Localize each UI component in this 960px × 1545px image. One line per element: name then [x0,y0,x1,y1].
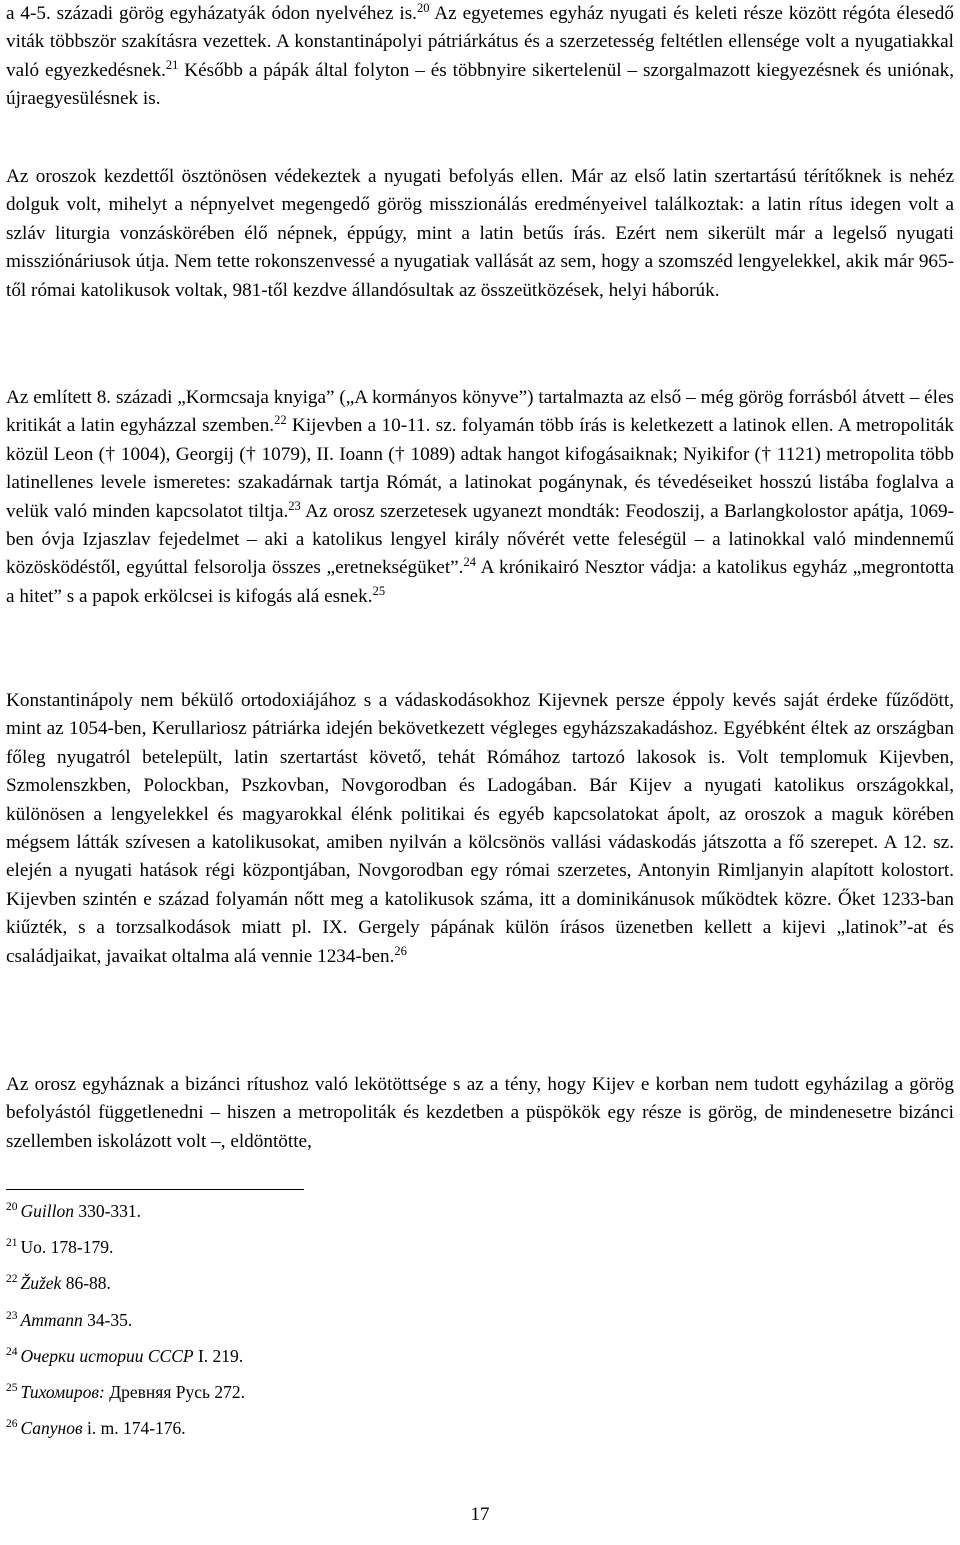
paragraph-text: Konstantinápoly nem békülő ortodoxiájához s a vádaskodásokhoz Kijevnek persze éppoly kevés saját érdeke fűződött, mint az 1054-ben, Kerullariosz pátriárka idején bekövetkezett végleges egyházszakadáshoz. Egyébként éltek az országban főleg nyugatról betelepült, latin szertartást követő, tehát Rómához tartozó lakosok is. Volt templomuk Kijevben, Szmolenszkben, Polockban, Pszkovban, Novgorodban és Ladogában. Bár Kijev a nyugati katolikus országokkal, különösen a lengyelekkel és magyarokkal élénk politikai és egyéb kapcsolatokat ápolt, az oroszok a maguk körében mégsem látták szívesen a katolikusokat, amiben nyilván a kölcsönös vallási vádaskodás játszotta a fő szerepet. A 12. sz. elején a nyugati hatások régi központjában, Novgorodban egy római szerzetes, Antonyin Rimljanyin alapított kolostort. Kijevben szintén e század folyamán nőtt meg a katolikusok száma, itt a dominikánusok működtek közre. Őket 1233-ban kiűzték, s a torzsalkodások miatt pl. IX. Gergely pápának külön írásos üzenetben kellett a kijevi „latinok”-at és családjaikat, javaikat oltalma alá vennie 1234-ben. [6,690,954,967]
footnote-reference[interactable]: 24 [463,555,476,570]
footnote-item [6,1381,245,1403]
footnote-citation: 86-88. [61,1273,111,1294]
footnote-citation: 330-331. [73,1201,142,1221]
footnote-author: Ammann [20,1309,83,1330]
footnote-item [6,1272,245,1294]
paragraph-text: A krónikairó Nesztor vádja: a katolikus egyház „megrontotta a hitet” s a papok erkölcsei is kifogás alá esnek. [6,557,954,607]
paragraph-3 [6,384,954,611]
paragraph-text: Az említett 8. századi „Kormcsaja knyiga” („A kormányos könyve”) tartalmazta az első – még görög forrásból átvett – éles kritikát a latin egyházzal szemben. [6,387,954,437]
footnote-number: 25 [6,1381,18,1394]
footnote-number: 22 [6,1273,18,1286]
footnote-number: 21 [6,1237,18,1250]
footnote-author: Очерки истории СССР [20,1345,194,1366]
paragraph-2 [6,163,954,305]
footnote-item [6,1345,245,1367]
paragraph-text: Az orosz szerzetesek ugyanezt mondták: Feodoszij, a Barlangkolostor apátja, 1069-ben óvja Izjaszlav fejedelmet – aki a katolikus lengyel király nővérét vette feleségül – a latinokkal való mindennemű közösködéstől, egyúttal felsorolja összes „eretnekségüket”. [6,500,954,579]
footnote-item [6,1200,245,1222]
paragraph-5 [6,1071,954,1156]
paragraph-text: Az oroszok kezdettől ösztönösen védekeztek a nyugati befolyás ellen. Már az első latin szertartású térítőknek is nehéz dolguk volt, mihelyt a népnyelvet megengedő görög misszionálás eredményeivel találkoztak: a latin rítus idegen volt a szláv liturgia vonzáskörében élő népnek, éppúgy, mint a latin betűs írás. Ezért nem sikerült már a legelső nyugati missziónáriusok útja. Nem tette rokonszenvessé a nyugatiak vallását az sem, hogy a szomszéd lengyelekkel, akik már 965-től római katolikusok voltak, 981-től kezdve állandósultak az összeütközések, helyi háborúk. [6,166,954,301]
footnote-citation: I. 219. [193,1345,244,1366]
footnote-number: 24 [6,1345,18,1358]
footnote-author: Сапунов [20,1418,83,1439]
paragraph-text: Kijevben a 10-11. sz. folyamán több írás is keletkezett a latinok ellen. A metropoliták közül Leon († 1004), Georgij († 1079), II. Ioann († 1089) adtak hangot kifogásaiknak; Nyikifor († 1121) metropolita több latinellenes levele ismeretes: szakadárnak tartja Rómát, a latinokat pogánynak, és tévedéseiket hosszú listába foglalva a velük való minden kapcsolatot tiltja. [6,415,954,522]
footnote-item [6,1417,245,1439]
footnote-reference[interactable]: 22 [274,413,287,428]
footnote-citation: 34-35. [82,1309,133,1330]
paragraph-1 [6,0,954,114]
paragraph-text: a 4-5. századi görög egyházatyák ódon nyelvéhez is. [6,3,417,24]
footnote-number: 20 [6,1201,18,1213]
footnote-citation: i. m. 174-176. [82,1418,186,1439]
footnote-reference[interactable]: 26 [394,943,407,958]
footnote-author: Žužek [20,1273,62,1294]
footnote-reference[interactable]: 23 [288,498,301,513]
footnote-author: Тихомиров: [20,1381,105,1402]
paragraph-4 [6,687,954,971]
footnote-citation: Uo. 178-179. [20,1237,114,1258]
footnote-reference[interactable]: 25 [372,583,386,598]
footnote-number: 23 [6,1309,18,1322]
footnote-citation: Древняя Русь 272. [104,1381,245,1402]
footnote-reference[interactable]: 21 [165,57,179,72]
footnote-separator [6,1189,304,1190]
paragraph-text: Később a pápák által folyton – és többnyire sikertelenül – szorgalmazott kiegyezésnek és uniónak, újraegyesülésnek is. [6,59,954,110]
footnotes [6,1200,245,1453]
footnote-item [6,1309,245,1331]
footnote-item [6,1236,245,1258]
paragraph-text: Az orosz egyháznak a bizánci rítushoz való lekötöttsége s az a tény, hogy Kijev e korban nem tudott egyházilag a görög befolyástól függetlenedni – hiszen a metropoliták és kezdetben a püspökök egy része is görög, de mindenesetre bizánci szellemben iskolázott volt –, eldöntötte, [6,1074,954,1152]
paragraph-text: Az egyetemes egyház nyugati és keleti része között régóta élesedő viták többször szakításra vezettek. A konstantinápolyi pátriárkátus és a szerzetesség feltétlen ellensége volt a nyugatiakkal való egyezkedésnek. [6,3,954,81]
footnote-author: Guillon [20,1201,74,1221]
footnote-reference[interactable]: 20 [416,1,430,15]
footnote-number: 26 [6,1418,18,1431]
page-number: 17 [470,1504,490,1525]
